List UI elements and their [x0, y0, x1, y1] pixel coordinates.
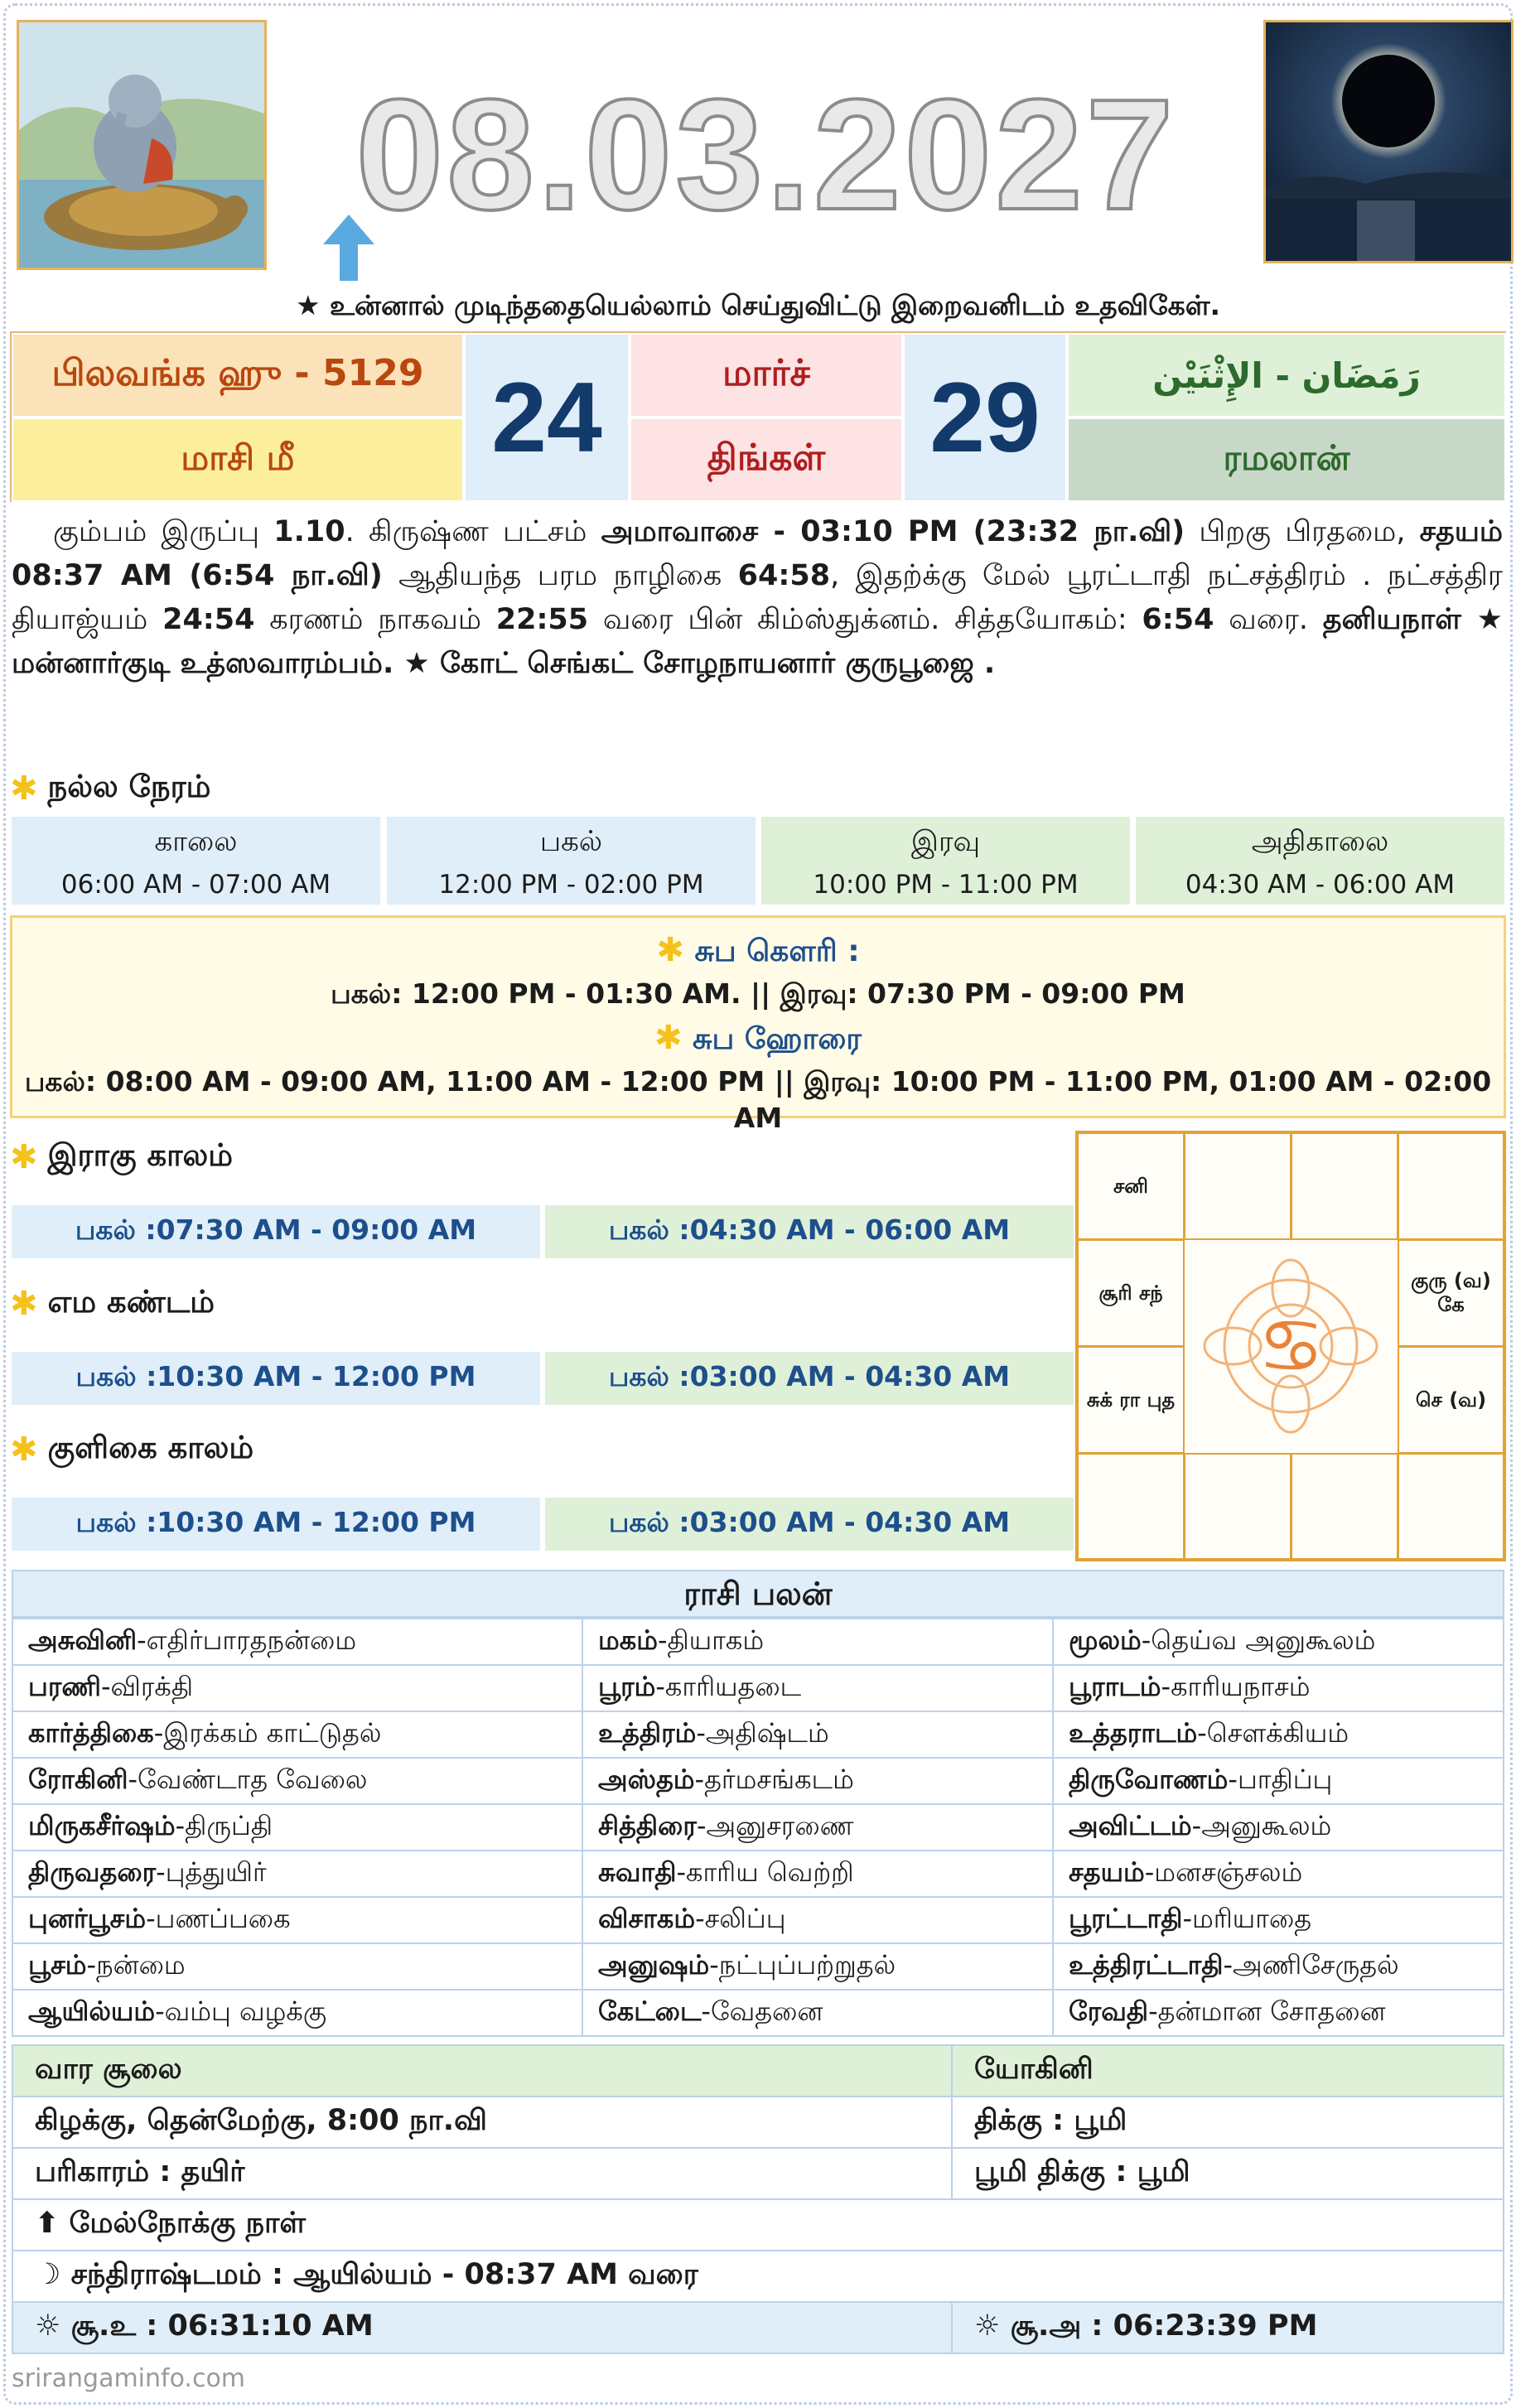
rasi-palan-cell — [12, 1990, 582, 2036]
panchang-b7: 6:54 — [1142, 603, 1214, 636]
chart-house-3 — [1291, 1132, 1398, 1240]
parigaram: பரிகாரம் : தயிர் — [12, 2148, 952, 2199]
rasi-palan-cell — [12, 1851, 582, 1897]
rasi-palan-cell — [12, 1711, 582, 1758]
kuligai-title: குளிகை காலம் — [47, 1430, 254, 1465]
rasi-chart — [1075, 1131, 1506, 1561]
star-name: பூசம் — [28, 1949, 87, 1981]
slot-label: காலை — [154, 825, 238, 858]
table-row — [12, 1990, 1504, 2036]
star-name: ஆயில்யம் — [28, 1995, 156, 2027]
rasi-palan-cell — [1053, 1943, 1504, 1990]
star-result: -நன்மை — [86, 1949, 186, 1981]
yogini-dikku: திக்கு : பூமி — [952, 2097, 1504, 2148]
tamil-month: மாசி மீ — [12, 417, 464, 502]
panchang-b5: 24:54 — [162, 603, 255, 636]
rasi-palan-cell — [12, 1665, 582, 1711]
panchang-p8: வரை. — [1214, 603, 1323, 636]
rasi-palan-cell — [1053, 1711, 1504, 1758]
rasi-palan-cell — [582, 1665, 1053, 1711]
sunset-time: சூ.அ : 06:23:39 PM — [1010, 2309, 1318, 2343]
subha-gowri-heading — [12, 931, 1504, 972]
kuligai-day: பகல் :10:30 AM - 12:00 PM — [12, 1498, 540, 1551]
english-month: மார்ச் — [630, 333, 903, 417]
slot-time: 10:00 PM - 11:00 PM — [813, 870, 1079, 900]
star-name: ரேவதி — [1069, 1995, 1149, 2027]
star-result: -தியாகம் — [657, 1624, 765, 1656]
subha-hora-title: சுப ஹோரை — [693, 1022, 862, 1056]
star-result: -வேண்டாத வேலை — [128, 1764, 368, 1795]
rasi-palan-cell — [1053, 1851, 1504, 1897]
star-result: -அனுசரணை — [696, 1810, 854, 1841]
star-name: உத்திரட்டாதி — [1069, 1949, 1224, 1981]
eclipse-image — [1266, 22, 1511, 261]
star-name: அசுவினி — [28, 1624, 138, 1656]
nalla-neram-slot-dawn — [1136, 817, 1504, 905]
sunrise-cell — [12, 2302, 952, 2353]
chart-house-6: குரு (வ) கே — [1398, 1239, 1504, 1347]
chart-house-5: சூரி சந் — [1077, 1239, 1185, 1347]
chart-house-12 — [1398, 1453, 1504, 1560]
panchang-b2: அமாவாசை - 03:10 PM (23:32 நா.வி) — [601, 515, 1185, 548]
chart-house-2 — [1184, 1132, 1291, 1240]
bottom-info-table — [12, 2044, 1504, 2354]
star-name: திருவோணம் — [1069, 1764, 1229, 1795]
star-name: கார்த்திகை — [28, 1717, 154, 1749]
star-name: பரணி — [28, 1671, 101, 1702]
star-name: ரோகினி — [28, 1764, 128, 1795]
star-name: அஸ்தம் — [598, 1764, 695, 1795]
panchang-b1: 1.10 — [273, 515, 345, 548]
kuligai-night: பகல் :03:00 AM - 04:30 AM — [545, 1498, 1074, 1551]
sunset-cell — [952, 2302, 1504, 2353]
star-result: -சலிப்பு — [695, 1903, 786, 1934]
ema-kandam-night: பகல் :03:00 AM - 04:30 AM — [545, 1352, 1074, 1405]
rasi-palan-cell — [1053, 1804, 1504, 1851]
slot-time: 04:30 AM - 06:00 AM — [1185, 870, 1456, 900]
english-day: 29 — [903, 333, 1067, 502]
nalla-neram-title: நல்ல நேரம் — [47, 769, 211, 804]
star-result: -தன்மான சோதனை — [1148, 1995, 1386, 2027]
table-row — [12, 1665, 1504, 1711]
star-name: மகம் — [598, 1624, 658, 1656]
rasi-palan-cell — [582, 1619, 1053, 1665]
rasi-palan-cell — [582, 1758, 1053, 1804]
star-name: உத்திரம் — [598, 1717, 697, 1749]
star-icon: ✱ — [654, 1019, 683, 1057]
rasi-palan-cell — [582, 1851, 1053, 1897]
star-result: -இரக்கம் காட்டுதல் — [153, 1717, 382, 1749]
subha-hora-heading — [12, 1019, 1504, 1060]
right-image — [1263, 20, 1514, 263]
star-name: பூரட்டாதி — [1069, 1903, 1183, 1934]
star-result: -எதிர்பாரதநன்மை — [137, 1624, 357, 1656]
rasi-palan-cell — [12, 1943, 582, 1990]
star-name: பூராடம் — [1069, 1671, 1161, 1702]
chart-house-9 — [1077, 1453, 1185, 1560]
table-row — [12, 1851, 1504, 1897]
rasi-palan-cell — [582, 1943, 1053, 1990]
slot-time: 12:00 PM - 02:00 PM — [438, 870, 704, 900]
star-result: -நட்புப்பற்றுதல் — [709, 1949, 896, 1981]
hijri-arabic: رَمَضَان - الإِثْنَيْن — [1067, 333, 1506, 417]
rasi-palan-cell — [1053, 1619, 1504, 1665]
star-result: -வேதனை — [701, 1995, 823, 2027]
star-name: பூரம் — [598, 1671, 656, 1702]
slot-label: பகல் — [539, 825, 603, 858]
rasi-palan-title: ராசி பலன் — [12, 1570, 1504, 1618]
star-name: மிருகசீர்ஷம் — [28, 1810, 176, 1841]
rasi-palan-cell — [582, 1804, 1053, 1851]
star-name: மூலம் — [1069, 1624, 1142, 1656]
star-result: -வம்பு வழக்கு — [155, 1995, 327, 2027]
up-arrow-icon — [320, 211, 378, 282]
hijri-month: ரமலான் — [1067, 417, 1506, 502]
kuligai-heading — [10, 1427, 507, 1472]
panchang-p5: , இதற்க்கு மேல் பூரட்டாதி நட்சத்திரம் . நட்சத்திர தியாஜ்யம் — [12, 559, 1503, 636]
site-footer[interactable]: srirangaminfo.com — [12, 2364, 246, 2393]
star-result: -அதிஷ்டம் — [696, 1717, 829, 1749]
nalla-neram-slot-night — [761, 817, 1130, 905]
star-result: -அணிசேருதல் — [1223, 1949, 1399, 1981]
star-result: -சௌக்கியம் — [1197, 1717, 1349, 1749]
rasi-palan-table — [12, 1618, 1504, 2037]
star-result: -காரிய வெற்றி — [676, 1856, 854, 1888]
calendar-box — [10, 331, 1506, 502]
subha-hora-times: பகல்: 08:00 AM - 09:00 AM, 11:00 AM - 12:00 PM || இரவு: 10:00 PM - 11:00 PM, 01:00 AM - 02:00 AM — [24, 1065, 1492, 1134]
chart-house-11 — [1291, 1453, 1398, 1560]
vaara-soolai-title: வார சூலை — [12, 2045, 952, 2097]
panchang-p7: வரை பின் கிம்ஸ்துக்னம். சித்தயோகம்: — [588, 603, 1142, 636]
soolai-direction: கிழக்கு, தென்மேற்கு, 8:00 நா.வி — [12, 2097, 952, 2148]
nokku-naal: மேல்நோக்கு நாள் — [69, 2207, 306, 2240]
nokku-row — [12, 2199, 1504, 2251]
rasi-palan-cell — [1053, 1665, 1504, 1711]
star-result: -மனசஞ்சலம் — [1144, 1856, 1303, 1888]
star-result: -திருப்தி — [175, 1810, 273, 1841]
sunrise-time: சூ.உ : 06:31:10 AM — [70, 2309, 374, 2343]
star-name: சித்திரை — [598, 1810, 697, 1841]
rasi-palan-cell — [1053, 1758, 1504, 1804]
star-result: -காரியதடை — [655, 1671, 802, 1702]
sun-icon: ☼ — [35, 2309, 71, 2343]
chart-house-1: சனி — [1077, 1132, 1185, 1240]
table-row — [12, 1897, 1504, 1943]
chart-house-4 — [1398, 1132, 1504, 1240]
chart-house-8: செ (வ) — [1398, 1346, 1504, 1454]
rahu-kalam-heading — [10, 1135, 507, 1180]
panchang-p3: பிறகு பிரதமை, — [1185, 515, 1420, 548]
chart-center — [1185, 1240, 1398, 1453]
star-name: விசாகம் — [598, 1903, 696, 1934]
left-image — [17, 20, 267, 270]
yogini-title: யோகினி — [952, 2045, 1504, 2097]
star-result: -பணப்பகை — [146, 1903, 291, 1934]
moon-icon: ☽ — [35, 2258, 71, 2291]
star-result: -அனுகூலம் — [1191, 1810, 1332, 1841]
table-row — [12, 1619, 1504, 1665]
panchang-b8: தனியநாள் ★ மன்னார்குடி உத்ஸவாரம்பம். ★ கோட் செங்கட் சோழநாயனார் குருபூஜை . — [12, 603, 1503, 680]
slot-time: 06:00 AM - 07:00 AM — [60, 870, 331, 900]
rasi-palan-cell — [12, 1758, 582, 1804]
star-icon: ✱ — [10, 1285, 38, 1323]
subha-gowri-title: சுப கௌரி : — [694, 934, 860, 968]
rasi-palan-cell — [582, 1897, 1053, 1943]
star-name: சதயம் — [1069, 1856, 1145, 1888]
daily-quote: ★ உன்னால் முடிந்ததையெல்லாம் செய்துவிட்டு இறைவனிடம் உதவிகேள். — [295, 289, 1221, 321]
star-icon: ✱ — [10, 1431, 38, 1469]
chart-house-7: சுக் ரா புத — [1077, 1346, 1185, 1454]
nalla-neram-slot-noon — [387, 817, 756, 905]
star-name: உத்தராடம் — [1069, 1717, 1198, 1749]
table-row — [12, 1711, 1504, 1758]
rasi-palan-cell — [582, 1711, 1053, 1758]
star-icon: ✱ — [10, 770, 38, 808]
panchangam-text — [12, 510, 1503, 734]
rasi-palan-cell — [12, 1619, 582, 1665]
star-icon: ✱ — [656, 931, 684, 969]
rahu-kalam-day: பகல் :07:30 AM - 09:00 AM — [12, 1205, 540, 1258]
chandrashtamam: சந்திராஷ்டமம் : ஆயில்யம் - 08:37 AM வரை — [70, 2258, 698, 2291]
date-heading: 08.03.2027 — [355, 67, 1177, 243]
up-arrow-icon: ⬆ — [35, 2207, 70, 2240]
star-name: புனர்பூசம் — [28, 1903, 147, 1934]
star-icon: ✱ — [10, 1138, 38, 1176]
nalla-neram-slot-morning — [12, 817, 380, 905]
panchang-b6: 22:55 — [495, 603, 589, 636]
star-result: -தர்மசங்கடம் — [694, 1764, 854, 1795]
star-result: -புத்துயிர் — [156, 1856, 267, 1888]
cancer-sign-icon: ♋ — [1258, 1303, 1325, 1390]
panchang-p4: ஆதியந்த பரம நாழிகை — [382, 559, 738, 592]
ganesha-turtle-image — [19, 22, 264, 268]
subha-box — [10, 915, 1506, 1134]
chart-house-10 — [1184, 1453, 1291, 1560]
slot-label: இரவு — [910, 825, 981, 858]
nalla-neram-heading — [10, 766, 507, 811]
sun-icon: ☼ — [974, 2309, 1011, 2343]
bhumi-dikku: பூமி திக்கு : பூமி — [952, 2148, 1504, 2199]
star-result: -பாதிப்பு — [1228, 1764, 1333, 1795]
rasi-palan-cell — [12, 1897, 582, 1943]
chandrashtamam-row — [12, 2251, 1504, 2302]
rasi-palan-cell — [12, 1804, 582, 1851]
rasi-palan-cell — [582, 1990, 1053, 2036]
star-result: -மரியாதை — [1182, 1903, 1312, 1934]
tamil-day: 24 — [464, 333, 630, 502]
star-result: -தெய்வ அனுகூலம் — [1141, 1624, 1376, 1656]
ema-kandam-title: எம கண்டம் — [47, 1284, 215, 1320]
tamil-year: பிலவங்க ஹு - 5129 — [12, 333, 464, 417]
star-result: -காரியநாசம் — [1161, 1671, 1311, 1702]
star-name: சுவாதி — [598, 1856, 677, 1888]
star-name: கேட்டை — [598, 1995, 702, 2027]
rasi-palan-cell — [1053, 1897, 1504, 1943]
subha-gowri-times: பகல்: 12:00 PM - 01:30 AM. || இரவு: 07:30 PM - 09:00 PM — [331, 977, 1185, 1010]
panchang-p6: கரணம் நாகவம் — [254, 603, 496, 636]
table-row — [12, 1804, 1504, 1851]
table-row — [12, 1943, 1504, 1990]
panchang-b4: 64:58 — [737, 559, 831, 592]
panchang-p1: கும்பம் இருப்பு — [53, 515, 274, 548]
ema-kandam-heading — [10, 1281, 507, 1326]
star-name: திருவதரை — [28, 1856, 157, 1888]
ema-kandam-day: பகல் :10:30 AM - 12:00 PM — [12, 1352, 540, 1405]
panchang-p2: . கிருஷ்ண பட்சம் — [345, 515, 601, 548]
star-name: அனுஷம் — [598, 1949, 710, 1981]
rasi-palan-cell — [1053, 1990, 1504, 2036]
panchang-b3: சதயம் 08:37 AM (6:54 நா.வி) — [12, 515, 1503, 592]
weekday: திங்கள் — [630, 417, 903, 502]
rahu-kalam-title: இராகு காலம் — [47, 1137, 233, 1173]
slot-label: அதிகாலை — [1251, 825, 1389, 858]
table-row — [12, 1758, 1504, 1804]
star-result: -விரக்தி — [100, 1671, 194, 1702]
rahu-kalam-night: பகல் :04:30 AM - 06:00 AM — [545, 1205, 1074, 1258]
star-name: அவிட்டம் — [1069, 1810, 1192, 1841]
